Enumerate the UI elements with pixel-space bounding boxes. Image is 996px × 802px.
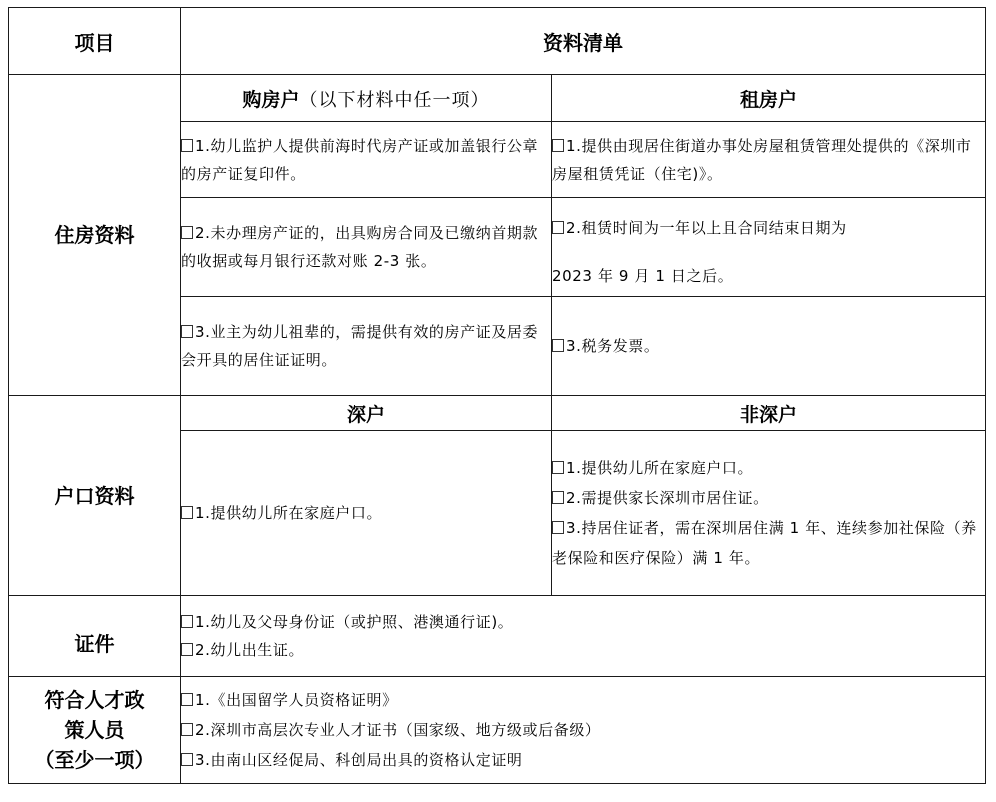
renter-item-2-date: 2023 年 9 月 1 日之后。 — [552, 266, 734, 285]
header-row — [9, 8, 986, 75]
header-item-cell: 项目 — [9, 8, 181, 75]
nonlocal-header: 非深户 — [552, 396, 986, 431]
talent-item-3 — [181, 745, 985, 775]
checkbox-icon — [181, 753, 193, 766]
buyer-title: 购房户 — [242, 88, 300, 111]
checkbox-icon — [181, 615, 193, 628]
renter-header: 租房户 — [552, 75, 986, 122]
checkbox-icon — [552, 139, 564, 152]
nonlocal-item-2 — [552, 483, 985, 513]
nonlocal-item-1-text: 1.提供幼儿所在家庭户口。 — [566, 459, 754, 477]
talent-category-line-1: 符合人才政 — [44, 688, 145, 712]
nonlocal-item-1 — [552, 453, 985, 483]
talent-item-1 — [181, 685, 985, 715]
buyer-item-2-text: 2.未办理房产证的，出具购房合同及已缴纳首期款的收据或每月银行还款对账 2-3 张。 — [181, 224, 539, 270]
hukou-subheader-row — [9, 396, 986, 431]
cert-item-2 — [181, 636, 985, 664]
checkbox-icon — [181, 643, 193, 656]
buyer-header — [181, 75, 552, 122]
checkbox-icon — [181, 325, 193, 338]
checkbox-icon — [552, 221, 564, 234]
buyer-item-2 — [181, 198, 552, 297]
buyer-item-1-text: 1.幼儿监护人提供前海时代房产证或加盖银行公章的房产证复印件。 — [181, 136, 539, 183]
talent-row — [9, 677, 986, 784]
buyer-item-1 — [181, 122, 552, 198]
talent-category — [9, 677, 181, 784]
header-list-cell: 资料清单 — [181, 8, 986, 75]
certificates-category: 证件 — [9, 596, 181, 677]
hukou-category: 户口资料 — [9, 396, 181, 596]
nonlocal-item-3-text: 3.持居住证者，需在深圳居住满 1 年、连续参加社保险（养老保险和医疗保险）满 1 年。 — [552, 519, 977, 567]
talent-item-1-text: 1.《出国留学人员资格证明》 — [195, 691, 398, 709]
cert-item-2-text: 2.幼儿出生证。 — [195, 641, 305, 659]
nonlocal-items — [552, 431, 986, 596]
buyer-item-3 — [181, 297, 552, 396]
checkbox-icon — [552, 491, 564, 504]
renter-item-2 — [552, 198, 986, 297]
checkbox-icon — [181, 226, 193, 239]
checkbox-icon — [181, 693, 193, 706]
housing-category: 住房资料 — [9, 75, 181, 396]
checkbox-icon — [552, 339, 564, 352]
buyer-note: （以下材料中任一项） — [299, 89, 490, 111]
talent-item-2-text: 2.深圳市高层次专业人才证书（国家级、地方级或后备级） — [195, 721, 601, 739]
certificates-row — [9, 596, 986, 677]
checkbox-icon — [181, 723, 193, 736]
checkbox-icon — [181, 506, 193, 519]
talent-item-2 — [181, 715, 985, 745]
local-item-1-text: 1.提供幼儿所在家庭户口。 — [195, 504, 383, 522]
nonlocal-item-2-text: 2.需提供家长深圳市居住证。 — [566, 489, 769, 507]
talent-category-line-3: （至少一项） — [34, 748, 155, 772]
checkbox-icon — [552, 461, 564, 474]
renter-item-1 — [552, 122, 986, 198]
local-items — [181, 431, 552, 596]
renter-item-3 — [552, 297, 986, 396]
cert-item-1 — [181, 608, 985, 636]
local-header: 深户 — [181, 396, 552, 431]
nonlocal-item-3 — [552, 513, 985, 573]
certificates-items — [181, 596, 986, 677]
renter-item-3-text: 3.税务发票。 — [566, 337, 660, 355]
talent-category-line-2: 策人员 — [64, 718, 125, 742]
cert-item-1-text: 1.幼儿及父母身份证（或护照、港澳通行证)。 — [195, 613, 514, 631]
housing-subheader-row — [9, 75, 986, 122]
renter-item-2-text: 2.租赁时间为一年以上且合同结束日期为 — [566, 218, 847, 237]
buyer-item-3-text: 3.业主为幼儿祖辈的，需提供有效的房产证及居委会开具的居住证证明。 — [181, 323, 539, 369]
renter-item-1-text: 1.提供由现居住街道办事处房屋租赁管理处提供的《深圳市房屋租赁凭证（住宅)》。 — [552, 136, 972, 183]
checkbox-icon — [552, 521, 564, 534]
talent-item-3-text: 3.由南山区经促局、科创局出具的资格认定证明 — [195, 751, 523, 769]
talent-items — [181, 677, 986, 784]
checkbox-icon — [181, 139, 193, 152]
materials-table — [8, 7, 986, 784]
